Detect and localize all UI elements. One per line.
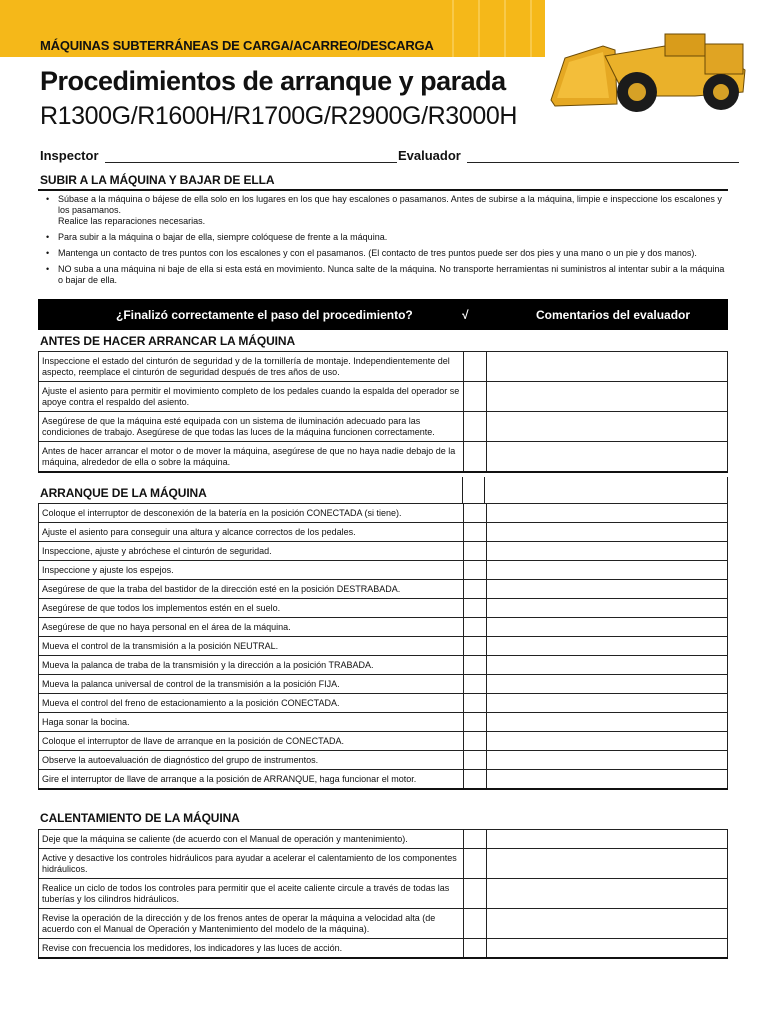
table-row [39, 694, 728, 713]
table-row [39, 656, 728, 675]
model-list: R1300G/R1600H/R1700G/R2900G/R3000H [40, 102, 517, 130]
check-cell[interactable] [464, 599, 487, 618]
table-row [39, 751, 728, 770]
check-cell[interactable] [464, 352, 487, 382]
table-row [39, 637, 728, 656]
check-cell[interactable] [464, 939, 487, 959]
table-row [39, 909, 728, 939]
step-text: Inspeccione y ajuste los espejos. [39, 561, 464, 580]
evaluator-rule [467, 150, 739, 163]
table-row [39, 442, 728, 473]
step-text: Mueva el control de la transmisión a la posición NEUTRAL. [39, 637, 464, 656]
table-row [39, 580, 728, 599]
check-cell[interactable] [464, 412, 487, 442]
check-cell[interactable] [464, 542, 487, 561]
table-row [39, 352, 728, 382]
check-cell[interactable] [464, 442, 487, 473]
comment-cell[interactable] [487, 382, 728, 412]
comment-cell[interactable] [487, 879, 728, 909]
comment-cell[interactable] [487, 599, 728, 618]
banner-stripes [440, 0, 545, 57]
table-row [39, 599, 728, 618]
comment-cell[interactable] [487, 504, 728, 523]
check-cell[interactable] [464, 561, 487, 580]
bullet-item: • Súbase a la máquina o bájese de ella solo en los lugares en los que hay escalones o pasamanos. Antes de subirse a la máquina, limpie e inspeccione los escalones y los pasamanos. Realice las reparaciones necesarias. [40, 194, 728, 227]
check-cell[interactable] [464, 504, 487, 523]
comment-cell[interactable] [487, 618, 728, 637]
check-cell[interactable] [464, 656, 487, 675]
comment-cell[interactable] [487, 732, 728, 751]
section-gap-cells [462, 477, 728, 503]
evaluator-signature-line[interactable] [398, 148, 739, 163]
table-row [39, 523, 728, 542]
section-title-before-start: ANTES DE HACER ARRANCAR LA MÁQUINA [40, 334, 296, 348]
step-text: Mueva la palanca de traba de la transmisión y la dirección a la posición TRABADA. [39, 656, 464, 675]
question-header: ¿Finalizó correctamente el paso del procedimiento? [116, 308, 413, 322]
table-header-bar [38, 299, 728, 330]
page-title: Procedimientos de arranque y parada [40, 66, 506, 96]
check-cell[interactable] [464, 830, 487, 849]
check-cell[interactable] [464, 618, 487, 637]
check-cell[interactable] [464, 713, 487, 732]
step-text: Gire el interruptor de llave de arranque a la posición de ARRANQUE, haga funcionar el motor. [39, 770, 464, 790]
step-text: Inspeccione, ajuste y abróchese el cinturón de seguridad. [39, 542, 464, 561]
comment-cell[interactable] [487, 939, 728, 959]
section-title-warmup: CALENTAMIENTO DE LA MÁQUINA [40, 811, 240, 825]
table-row [39, 618, 728, 637]
step-text: Asegúrese de que la traba del bastidor de la dirección esté en la posición DESTRABADA. [39, 580, 464, 599]
section-title-start: ARRANQUE DE LA MÁQUINA [40, 486, 207, 500]
step-text: Asegúrese de que no haya personal en el área de la máquina. [39, 618, 464, 637]
check-cell[interactable] [464, 909, 487, 939]
step-text: Inspeccione el estado del cinturón de seguridad y de la tornillería de montaje. Independientemente del aspecto, reemplace el cinturón de seguridad después de tres años de uso. [39, 352, 464, 382]
warmup-table [38, 829, 728, 959]
comment-cell[interactable] [487, 352, 728, 382]
comment-cell[interactable] [487, 637, 728, 656]
check-cell[interactable] [464, 694, 487, 713]
bullet-item: • NO suba a una máquina ni baje de ella si esta está en movimiento. Nunca salte de la máquina. No transporte herramientas ni suministros al intentar subir a la máquina o bajar de ella. [40, 264, 728, 286]
check-cell[interactable] [464, 751, 487, 770]
check-cell[interactable] [464, 523, 487, 542]
category-title: MÁQUINAS SUBTERRÁNEAS DE CARGA/ACARREO/DESCARGA [40, 38, 434, 53]
comment-cell[interactable] [487, 849, 728, 879]
comment-cell[interactable] [487, 770, 728, 790]
comment-cell[interactable] [487, 412, 728, 442]
underground-loader-illustration [545, 0, 755, 120]
section-divider [38, 189, 728, 191]
comment-cell[interactable] [487, 580, 728, 599]
table-row [39, 879, 728, 909]
table-row [39, 732, 728, 751]
evaluator-label: Evaluador [398, 148, 461, 163]
comment-cell[interactable] [487, 751, 728, 770]
check-cell[interactable] [464, 580, 487, 599]
step-text: Ajuste el asiento para permitir el movimiento completo de los pedales cuando la espalda del operador se apoye contra el respaldo del asiento. [39, 382, 464, 412]
comment-cell[interactable] [487, 713, 728, 732]
bullet-item: • Para subir a la máquina o bajar de ella, siempre colóquese de frente a la máquina. [40, 232, 728, 243]
table-row [39, 713, 728, 732]
comment-cell[interactable] [487, 830, 728, 849]
section-title-mount: SUBIR A LA MÁQUINA Y BAJAR DE ELLA [40, 173, 275, 187]
check-cell[interactable] [464, 770, 487, 790]
table-row [39, 382, 728, 412]
step-text: Coloque el interruptor de desconexión de la batería en la posición CONECTADA (si tiene). [39, 504, 464, 523]
before-start-table [38, 351, 728, 473]
comment-cell[interactable] [487, 656, 728, 675]
step-text: Observe la autoevaluación de diagnóstico del grupo de instrumentos. [39, 751, 464, 770]
step-text: Deje que la máquina se caliente (de acuerdo con el Manual de operación y mantenimiento). [39, 830, 464, 849]
table-row [39, 939, 728, 959]
comment-cell[interactable] [487, 694, 728, 713]
step-text: Asegúrese de que todos los implementos estén en el suelo. [39, 599, 464, 618]
table-row [39, 504, 728, 523]
table-row [39, 561, 728, 580]
step-text: Revise con frecuencia los medidores, los indicadores y las luces de acción. [39, 939, 464, 959]
table-row [39, 849, 728, 879]
start-table [38, 503, 728, 790]
table-row [39, 770, 728, 790]
table-row [39, 412, 728, 442]
check-cell[interactable] [464, 732, 487, 751]
check-cell[interactable] [464, 675, 487, 694]
inspector-rule [105, 150, 397, 163]
table-row [39, 542, 728, 561]
mount-bullet-list [40, 194, 728, 291]
check-header: √ [462, 308, 469, 322]
comment-cell[interactable] [487, 675, 728, 694]
inspector-label: Inspector [40, 148, 99, 163]
comment-cell[interactable] [487, 523, 728, 542]
step-text: Revise la operación de la dirección y de los frenos antes de operar la máquina a velocidad alta (de acuerdo con el Manual de Operación y Mantenimiento del modelo de la máquina). [39, 909, 464, 939]
check-cell[interactable] [464, 637, 487, 656]
check-cell[interactable] [464, 879, 487, 909]
step-text: Asegúrese de que la máquina esté equipada con un sistema de iluminación adecuado para las condiciones de trabajo. Asegúrese de que todas las luces de la máquina funcionen correctamente. [39, 412, 464, 442]
table-row [39, 675, 728, 694]
comment-cell[interactable] [487, 542, 728, 561]
step-text: Antes de hacer arrancar el motor o de mover la máquina, asegúrese de que no haya nadie debajo de la máquina, alrededor de ella o sobre la máquina. [39, 442, 464, 473]
comment-cell[interactable] [487, 909, 728, 939]
comment-cell[interactable] [487, 442, 728, 473]
step-text: Coloque el interruptor de llave de arranque en la posición de CONECTADA. [39, 732, 464, 751]
check-cell[interactable] [464, 382, 487, 412]
comment-cell[interactable] [487, 561, 728, 580]
step-text: Ajuste el asiento para conseguir una altura y alcance correctos de los pedales. [39, 523, 464, 542]
step-text: Active y desactive los controles hidráulicos para ayudar a acelerar el calentamiento de los componentes hidráulicos. [39, 849, 464, 879]
bullet-item: • Mantenga un contacto de tres puntos con los escalones y con el pasamanos. (El contacto de tres puntos puede ser dos pies y una mano o un pie y dos manos). [40, 248, 728, 259]
step-text: Mueva el control del freno de estacionamiento a la posición CONECTADA. [39, 694, 464, 713]
step-text: Realice un ciclo de todos los controles para permitir que el aceite caliente circule a través de todas las tuberías y los cilindros hidráulicos. [39, 879, 464, 909]
comments-header: Comentarios del evaluador [536, 308, 691, 322]
check-cell[interactable] [464, 849, 487, 879]
step-text: Haga sonar la bocina. [39, 713, 464, 732]
inspector-signature-line[interactable] [40, 148, 397, 163]
step-text: Mueva la palanca universal de control de la transmisión a la posición FIJA. [39, 675, 464, 694]
table-row [39, 830, 728, 849]
